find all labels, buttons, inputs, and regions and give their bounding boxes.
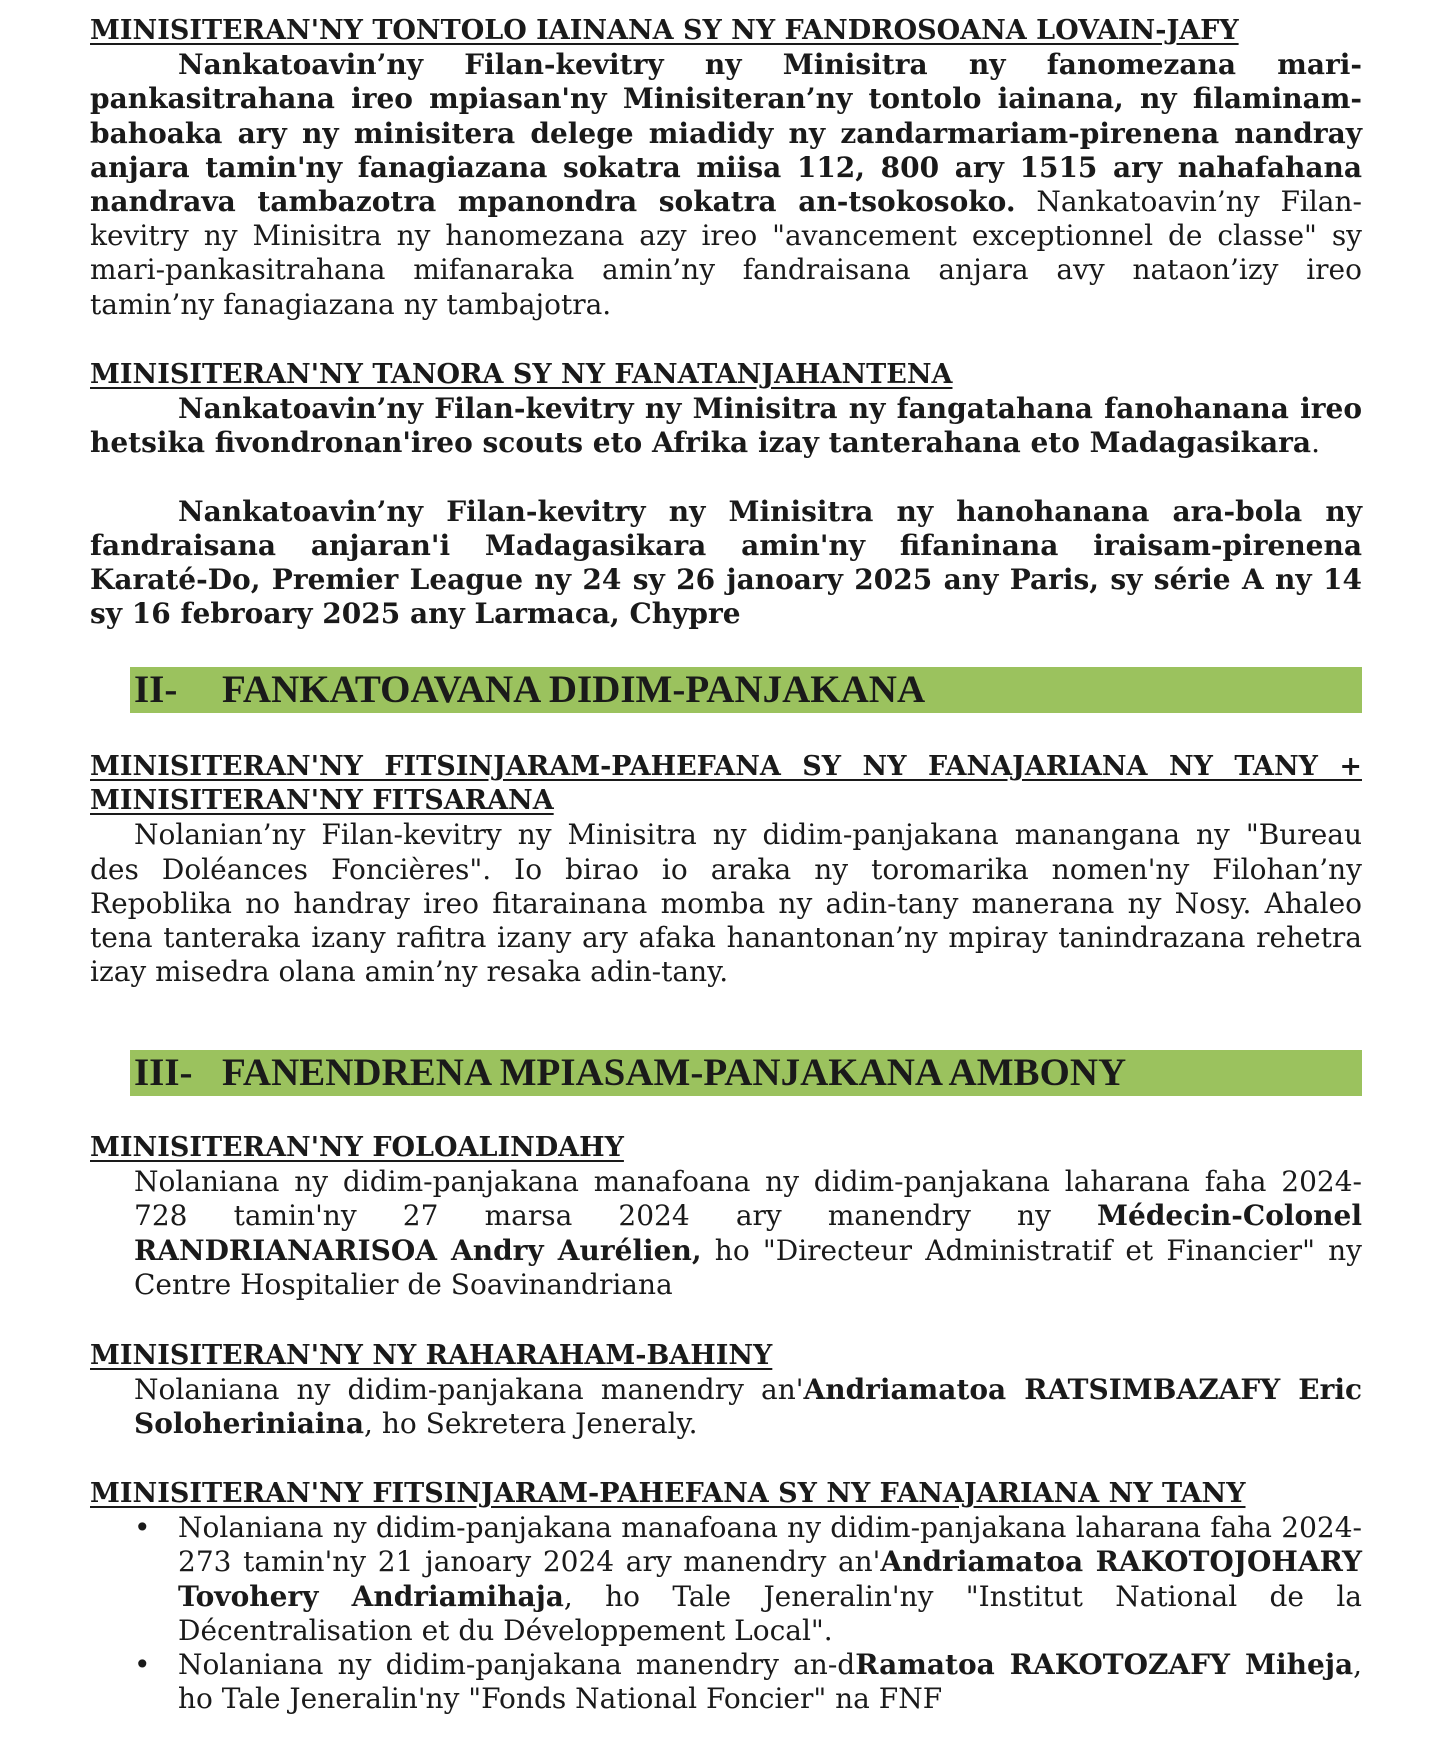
section-heading-text: FANKATOAVANA DIDIM-PANJAKANA: [222, 668, 926, 711]
paragraph-foreign-affairs-name: Andriamatoa RATSIMBAZAFY Eric Soloheriniaina: [134, 1373, 1363, 1441]
section-title-youth-sports: MINISITERAN'NY TANORA SY NY FANATANJAHANTENA: [90, 359, 953, 390]
paragraph-foreign-affairs: [90, 1373, 1362, 1441]
section-heading-decrees: [130, 667, 1362, 713]
section-environment: [90, 14, 1362, 322]
section-youth-sports: [90, 358, 1362, 631]
paragraph-youth-1-end: .: [1311, 426, 1320, 460]
list-item-name: Ramatoa RAKOTOZAFY Miheja: [855, 1648, 1354, 1682]
section-defense: [90, 1131, 1362, 1302]
section-foreign-affairs: [90, 1339, 1362, 1442]
section-heading-text: FANENDRENA MPIASAM-PANJAKANA AMBONY: [222, 1051, 1127, 1094]
list-item-text-a: Nolaniana ny didim-panjakana manafoana ny didim-panjakana laharana faha 2024-273 tamin'ny 21 janoary 2024 ary manendry an': [178, 1511, 1362, 1579]
paragraph-environment-bold: Nankatoavin’ny Filan-kevitry ny Minisitra ny fanomezana mari-pankasitrahana ireo mpiasan'ny Minisiteran’ny tontolo iainana, ny filaminam-bahoaka ary ny minisitera delege miadidy ny zandarmariam-pirenena nandray anjara tamin'ny fanagiazana sokatra miisa 112, 800 ary 1515 ary nahafahana nandrava tambazotra mpanondra sokatra an-tsokosoko.: [90, 48, 1362, 219]
appointment-list: [90, 1511, 1362, 1716]
paragraph-land: Nolanian’ny Filan-kevitry ny Minisitra ny didim-panjakana manangana ny "Bureau des Doléances Foncières". Io birao io araka ny toromarika nomen'ny Filohan’ny Repoblika no handray ireo fitarainana momba ny adin-tany manerana ny Nosy. Ahaleo tena tanteraka izany rafitra izany ary afaka hanantonan’ny mpiray tanindrazana rehetra izay misedra olana amin’ny resaka adin-tany.: [90, 818, 1362, 989]
list-item-text-a: Nolaniana ny didim-panjakana manendry an-d: [178, 1648, 856, 1682]
section-title-land-1: MINISITERAN'NY FITSINJARAM-PAHEFANA SY NY FANAJARIANA NY TANY +: [90, 751, 1362, 782]
section-heading-number: II-: [134, 668, 178, 711]
section-heading-number: III-: [134, 1051, 193, 1094]
list-item: [90, 1511, 1362, 1648]
section-land: [90, 750, 1362, 989]
section-title-foreign-affairs: MINISITERAN'NY NY RAHARAHAM-BAHINY: [90, 1340, 773, 1371]
section-title-environment: MINISITERAN'NY TONTOLO IAINANA SY NY FANDROSOANA LOVAIN-JAFY: [90, 15, 1239, 46]
section-title-decentralization: MINISITERAN'NY FITSINJARAM-PAHEFANA SY NY FANAJARIANA NY TANY: [90, 1478, 1246, 1509]
paragraph-youth-2-bold: Nankatoavin’ny Filan-kevitry ny Minisitra ny hanohanana ara-bola ny fandraisana anjaran'i Madagasikara amin'ny fifaninana iraisam-pirenena Karaté-Do, Premier League ny 24 sy 26 janoary 2025 any Paris, sy série A ny 14 sy 16 febroary 2025 any Larmaca, Chypre: [90, 494, 1362, 631]
paragraph-defense-name: Médecin-Colonel RANDRIANARISOA Andry Aurélien,: [134, 1199, 1362, 1267]
section-heading-appointments: [130, 1050, 1362, 1096]
paragraph-youth-1: [90, 392, 1362, 460]
paragraph-defense-a: Nolaniana ny didim-panjakana manafoana ny didim-panjakana laharana faha 2024-728 tamin'ny 27 marsa 2024 ary manendry ny: [134, 1165, 1362, 1233]
paragraph-defense: [90, 1165, 1362, 1302]
paragraph-foreign-affairs-c: , ho Sekretera Jeneraly.: [364, 1407, 698, 1441]
paragraph-foreign-affairs-a: Nolaniana ny didim-panjakana manendry an': [134, 1373, 804, 1407]
paragraph-environment: [90, 48, 1362, 322]
section-decentralization: [90, 1477, 1362, 1716]
section-title-land-2: MINISITERAN'NY FITSARANA: [90, 785, 554, 817]
section-title-defense: MINISITERAN'NY FOLOALINDAHY: [90, 1132, 624, 1163]
list-item-text-c: , ho Tale Jeneralin'ny "Fonds National Foncier" na FNF: [178, 1648, 1362, 1716]
paragraph-environment-normal: Nankatoavin’ny Filan-kevitry ny Minisitra ny hanomezana azy ireo "avancement exceptionnel de classe" sy mari-pankasitrahana mifanaraka amin’ny fandraisana anjara avy nataon’izy ireo tamin’ny fanagiazana ny tambajotra.: [90, 185, 1362, 321]
paragraph-youth-1-bold: Nankatoavin’ny Filan-kevitry ny Minisitra ny fangatahana fanohanana ireo hetsika fivondronan'ireo scouts eto Afrika izay tanterahana eto Madagasikara: [90, 392, 1362, 460]
list-item-text-c: , ho Tale Jeneralin'ny "Institut National de la Décentralisation et du Développement Local".: [178, 1579, 1362, 1647]
bullet-icon: •: [134, 1648, 151, 1682]
list-item: [90, 1648, 1362, 1716]
list-item-name: Andriamatoa RAKOTOJOHARY Tovohery Andriamihaja: [178, 1545, 1363, 1613]
paragraph-defense-c: ho "Directeur Administratif et Financier" ny Centre Hospitalier de Soavinandriana: [134, 1233, 1362, 1301]
paragraph-youth-2: [90, 495, 1362, 632]
bullet-icon: •: [134, 1511, 151, 1545]
